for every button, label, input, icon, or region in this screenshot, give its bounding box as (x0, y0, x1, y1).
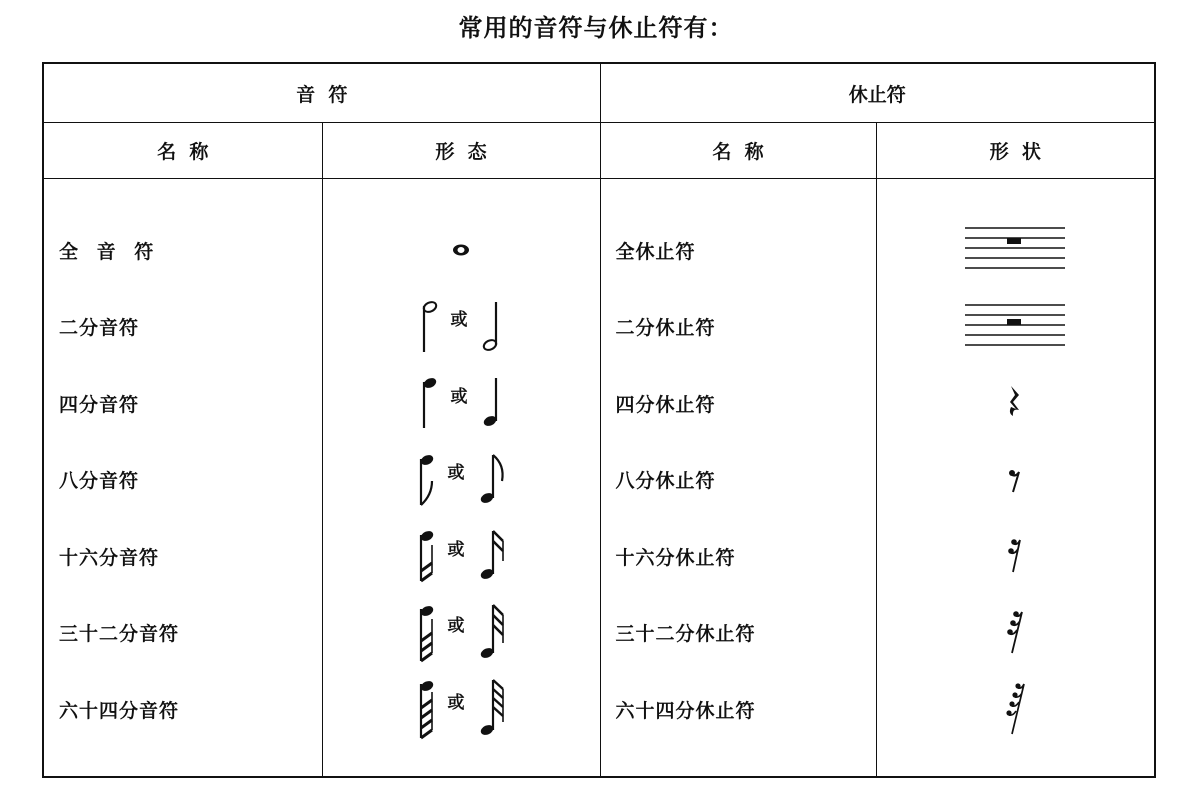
rest-name: 四分休止符 (615, 393, 716, 416)
thirty-second-rest-icon (1002, 607, 1028, 659)
or-label: 或 (450, 386, 468, 407)
thirty-second-note-stem-up-icon (475, 603, 507, 663)
sixty-fourth-rest-row (877, 671, 1155, 748)
quarter-rest-icon (1004, 383, 1026, 423)
eighth-note-row (323, 442, 600, 519)
thirty-second-note-stem-down-icon (416, 603, 442, 663)
sixteenth-note-stem-down-icon (416, 527, 442, 585)
sixty-fourth-note-stem-up-icon (475, 678, 507, 740)
notes-header: 音 符 (43, 63, 600, 123)
rest-name-header: 名 称 (600, 123, 876, 179)
note-shape-header: 形 态 (322, 123, 600, 179)
note-name-column (43, 179, 322, 778)
rest-shape-column (876, 179, 1155, 778)
half-note-stem-up-icon (478, 298, 504, 356)
rest-name: 二分休止符 (615, 317, 716, 340)
sixty-fourth-rest-icon (1001, 680, 1029, 738)
rest-name-column (600, 179, 876, 778)
or-label: 或 (447, 692, 465, 713)
sixteenth-rest-icon (1003, 534, 1027, 578)
rest-name: 六十四分休止符 (615, 699, 756, 722)
note-name: 二分音符 (59, 317, 140, 340)
note-name: 三十二分音符 (59, 623, 180, 646)
whole-rest-icon (963, 222, 1067, 278)
thirty-second-rest-row (877, 595, 1155, 672)
page-title: 常用的音符与休止符有： (458, 13, 734, 42)
note-name: 八分音符 (59, 470, 140, 493)
eighth-rest-icon (1004, 460, 1026, 500)
half-rest-row (877, 289, 1155, 366)
note-name: 六十四分音符 (59, 699, 180, 722)
half-note-row (323, 289, 600, 366)
sixteenth-note-stem-up-icon (475, 527, 507, 585)
thirty-second-note-row (323, 595, 600, 672)
quarter-note-row (323, 365, 600, 442)
note-name: 全 音 符 (59, 240, 160, 263)
rest-name: 十六分休止符 (615, 546, 736, 569)
sixty-fourth-note-row (323, 671, 600, 748)
whole-note-icon (446, 235, 476, 265)
note-name-header: 名 称 (43, 123, 322, 179)
note-name: 四分音符 (59, 393, 140, 416)
notes-rests-table (42, 62, 1156, 778)
note-shape-column (322, 179, 600, 778)
rest-name: 八分休止符 (615, 470, 716, 493)
rests-header: 休止符 (600, 63, 1155, 123)
eighth-rest-row (877, 442, 1155, 519)
sixteenth-note-row (323, 518, 600, 595)
whole-rest-row (877, 212, 1155, 289)
sixteenth-rest-row (877, 518, 1155, 595)
sixty-fourth-note-stem-down-icon (416, 678, 442, 740)
quarter-rest-row (877, 365, 1155, 442)
rest-shape-header: 形 状 (876, 123, 1155, 179)
quarter-note-stem-up-icon (478, 374, 504, 432)
eighth-note-stem-down-icon (416, 451, 442, 509)
whole-note-row (323, 212, 600, 289)
half-note-stem-down-icon (419, 298, 445, 356)
or-label: 或 (447, 616, 465, 637)
or-label: 或 (447, 539, 465, 560)
quarter-note-stem-down-icon (419, 374, 445, 432)
half-rest-icon (963, 299, 1067, 355)
or-label: 或 (447, 463, 465, 484)
rest-name: 全休止符 (615, 240, 696, 263)
eighth-note-stem-up-icon (475, 451, 507, 509)
or-label: 或 (450, 310, 468, 331)
rest-name: 三十二分休止符 (615, 623, 756, 646)
note-name: 十六分音符 (59, 546, 160, 569)
